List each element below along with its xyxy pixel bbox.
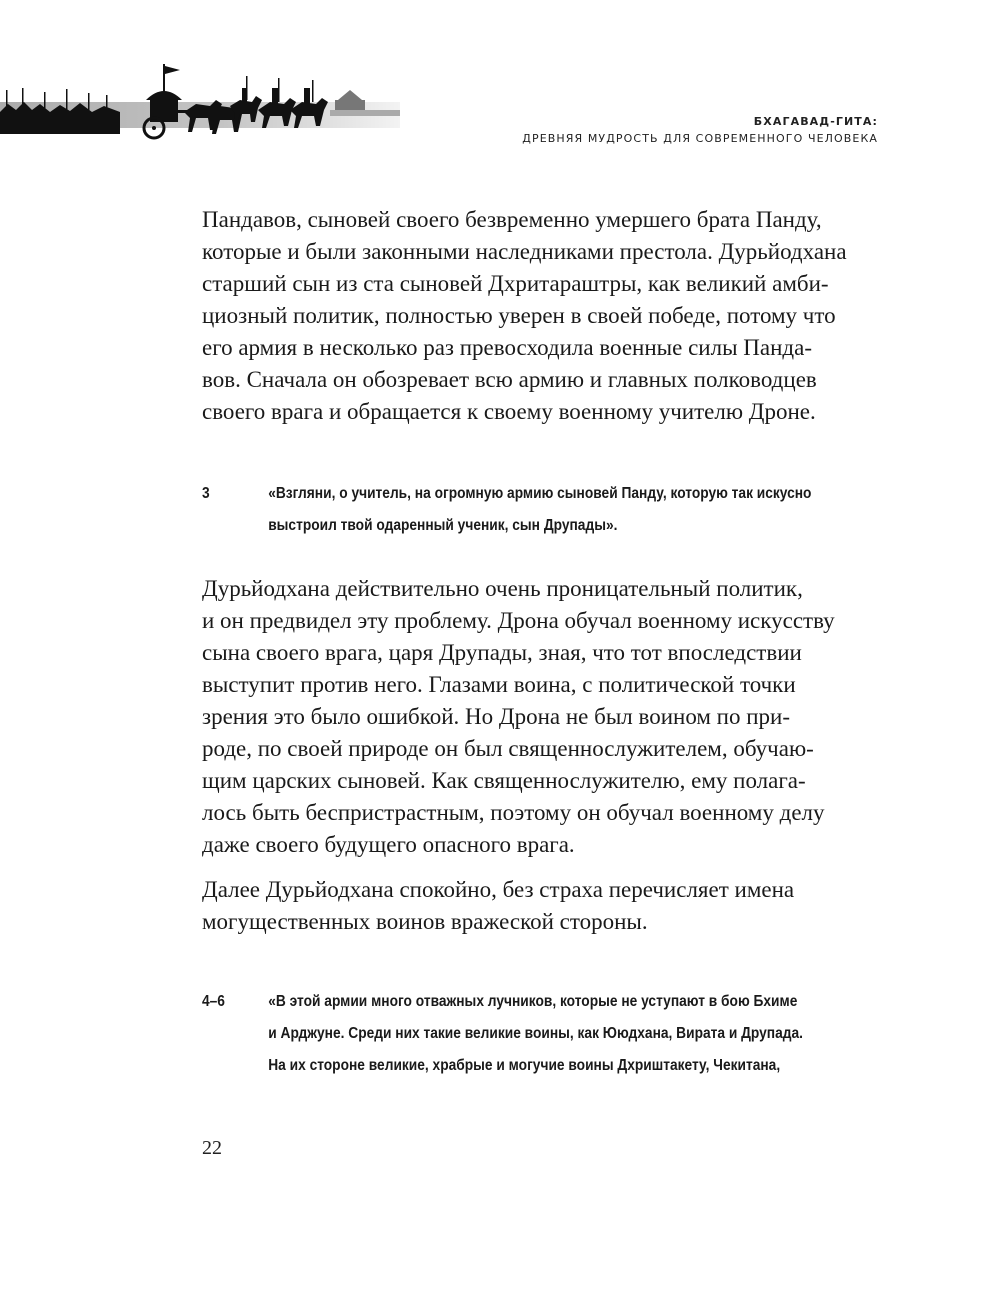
- book-subtitle: ДРЕВНЯЯ МУДРОСТЬ ДЛЯ СОВРЕМЕННОГО ЧЕЛОВЕКА: [522, 132, 878, 145]
- verse-number: 3: [202, 485, 210, 502]
- text-line: и он предвидел эту проблему. Дрона обучал военному искусству: [202, 608, 835, 633]
- verse-line: выстроил твой одаренный ученик, сын Друпады».: [268, 517, 618, 534]
- body-paragraph-2: [202, 573, 882, 861]
- verse-line: «Взгляни, о учитель, на огромную армию сыновей Панду, которую так искусно: [268, 485, 812, 502]
- body-paragraph-3: [202, 874, 882, 938]
- text-line: Пандавов, сыновей своего безвременно умершего брата Панду,: [202, 207, 822, 232]
- text-line: Дурьйодхана действительно очень проницательный политик,: [202, 576, 803, 601]
- verse-number: 4–6: [202, 993, 225, 1010]
- text-line: Далее Дурьйодхана спокойно, без страха перечисляет имена: [202, 877, 795, 902]
- text-line: своего врага и обращается к своему военному учителю Дроне.: [202, 399, 816, 424]
- running-head: [522, 113, 878, 147]
- text-line: вов. Сначала он обозревает всю армию и главных полководцев: [202, 367, 817, 392]
- text-line: сына своего врага, царя Друпады, зная, что тот впоследствии: [202, 640, 802, 665]
- body-paragraph-1: [202, 204, 882, 428]
- book-title: БХАГАВАД-ГИТА:: [753, 115, 878, 128]
- text-line: которые и были законными наследниками престола. Дурьйодхана: [202, 239, 847, 264]
- verse-line: и Арджуне. Среди них такие великие воины, как Ююдхана, Вирата и Друпада.: [268, 1025, 803, 1042]
- verse-line: «В этой армии много отважных лучников, которые не уступают в бою Бхиме: [268, 993, 798, 1010]
- text-line: выступит против него. Глазами воина, с политической точки: [202, 672, 796, 697]
- text-line: циозный политик, полностью уверен в своей победе, потому что: [202, 303, 836, 328]
- text-line: даже своего будущего опасного врага.: [202, 832, 575, 857]
- text-line: зрения это было ошибкой. Но Дрона не был воином по при-: [202, 704, 791, 729]
- text-line: старший сын из ста сыновей Дхритараштры, как великий амби-: [202, 271, 829, 296]
- verse-line: На их стороне великие, храбрые и могучие воины Дхриштакету, Чекитана,: [268, 1057, 781, 1074]
- text-line: щим царских сыновей. Как священнослужителю, ему полага-: [202, 768, 806, 793]
- text-line: лось быть беспристрастным, поэтому он обучал военному делу: [202, 800, 825, 825]
- page-number: 22: [202, 1137, 222, 1159]
- text-line: роде, по своей природе он был священнослужителем, обучаю-: [202, 736, 814, 761]
- chariot-army-silhouette-icon: [0, 60, 400, 150]
- text-line: его армия в несколько раз превосходила военные силы Панда-: [202, 335, 812, 360]
- text-line: могущественных воинов вражеской стороны.: [202, 909, 648, 934]
